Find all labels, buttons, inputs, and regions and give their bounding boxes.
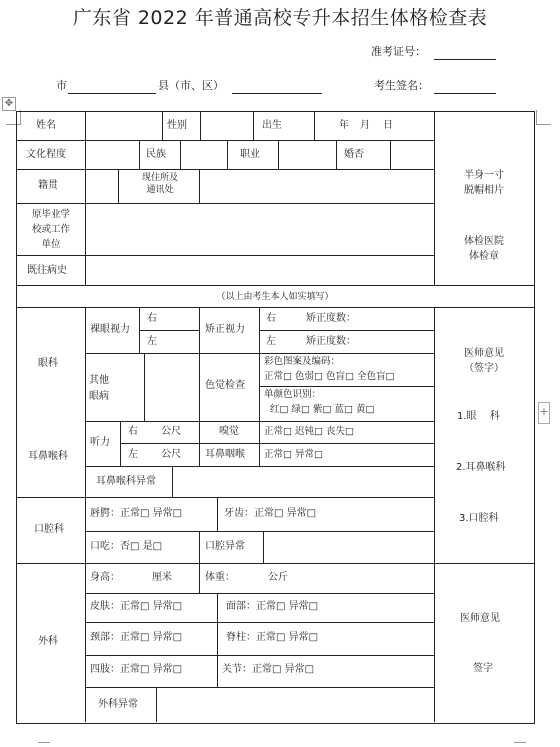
single-color-options[interactable]: 红□ 绿□ 紫□ 蓝□ 黄□ [270, 404, 375, 415]
throat-options[interactable]: 正常□ 异常□ [264, 449, 323, 460]
teeth-options[interactable]: 牙齿：正常□ 异常□ [224, 508, 317, 519]
color-pattern-label: 彩色图案及编码： [264, 356, 341, 367]
throat-label: 耳鼻咽喉 [205, 449, 245, 460]
smell-label: 嗅觉 [219, 426, 239, 437]
single-color-label: 单颜色识别： [264, 389, 322, 400]
occupation-label: 职业 [240, 149, 260, 160]
history-label: 既往病史 [27, 265, 67, 276]
opinion-oral: 3.口腔科 [459, 513, 499, 524]
opinion-ent: 2.耳鼻喉科 [456, 462, 506, 473]
naked-vision-label: 裸眼视力 [90, 324, 130, 335]
smell-options[interactable]: 正常□ 迟钝□ 丧失□ [264, 426, 354, 437]
hearing-right: 右 公尺 [128, 426, 182, 437]
plus-icon[interactable]: + [538, 402, 550, 424]
year-label: 年 [339, 120, 349, 131]
stutter-options[interactable]: 口吃：否□ 是□ [90, 541, 163, 552]
skin-options[interactable]: 皮肤：正常□ 异常□ [90, 601, 183, 612]
county-label: 县（市、区） [158, 79, 224, 92]
city-label: 市 [56, 79, 67, 92]
month-label: 月 [360, 120, 370, 131]
crop-mark [38, 742, 50, 743]
hearing-label: 听力 [90, 437, 110, 448]
photo-area: 半身一寸 脱帽相片 [464, 170, 504, 196]
height-unit: 厘米 [152, 572, 172, 583]
height-label: 身高： [90, 572, 120, 583]
eye-section-label: 眼科 [38, 358, 58, 369]
doctor-opinion-label: 医师意见 （签字） [464, 348, 504, 374]
ent-abnormal-label: 耳鼻喉科异常 [96, 476, 156, 487]
joints-options[interactable]: 关节：正常□ 异常□ [222, 664, 315, 675]
neck-options[interactable]: 颈部：正常□ 异常□ [90, 632, 183, 643]
limbs-options[interactable]: 四肢：正常□ 异常□ [90, 664, 183, 675]
surgery-doctor-sign: 签字 [473, 663, 493, 674]
color-check-label: 色觉检查 [205, 380, 245, 391]
self-fill-note: （以上由考生本人如实填写） [216, 292, 334, 302]
naked-right-label: 右 [147, 313, 157, 324]
county-field[interactable] [232, 93, 322, 94]
surgery-section-label: 外科 [38, 636, 58, 647]
surgery-abnormal-label: 外科异常 [98, 699, 138, 710]
corrected-vision-label: 矫正视力 [205, 324, 245, 335]
naked-left-label: 左 [147, 336, 157, 347]
birth-label: 出生 [262, 120, 282, 131]
city-field[interactable] [68, 93, 156, 94]
gender-field[interactable] [201, 112, 252, 139]
ethnicity-label: 民族 [146, 149, 166, 160]
weight-label: 体重： [205, 572, 235, 583]
oral-abnormal-label: 口腔异常 [205, 541, 245, 552]
name-field[interactable] [86, 112, 161, 139]
school-label: 原毕业学 校或工作 单位 [31, 209, 70, 250]
other-eye-disease-label: 其他 眼病 [89, 375, 109, 402]
oral-section-label: 口腔科 [34, 524, 64, 535]
native-place-label: 籍贯 [38, 180, 58, 191]
signature-field[interactable] [434, 93, 496, 94]
color-pattern-options[interactable]: 正常□ 色弱□ 色盲□ 全色盲□ [264, 371, 395, 382]
ent-section-label: 耳鼻喉科 [28, 451, 68, 462]
address-label: 现住所及 通讯处 [141, 173, 178, 195]
marital-label: 婚否 [344, 149, 364, 160]
corrected-right-label: 右 矫正度数： [266, 313, 356, 324]
move-handle-icon[interactable]: ✥ [2, 97, 16, 111]
page-title: 广东省 2022 年普通高校专升本招生体格检查表 [72, 7, 488, 29]
spine-options[interactable]: 脊柱：正常□ 异常□ [226, 632, 319, 643]
signature-label: 考生签名： [374, 79, 429, 92]
day-label: 日 [383, 120, 393, 131]
gender-label: 性别 [167, 120, 187, 131]
education-label: 文化程度 [26, 149, 66, 160]
corrected-left-label: 左 矫正度数： [266, 336, 356, 347]
surgery-doctor-opinion: 医师意见 [460, 613, 500, 624]
exam-number-field[interactable] [434, 59, 496, 60]
hospital-seal-area: 体检医院 体检章 [464, 236, 504, 262]
weight-unit: 公斤 [268, 572, 288, 583]
crop-mark [536, 110, 551, 125]
face-options[interactable]: 面部：正常□ 异常□ [226, 601, 319, 612]
opinion-eye: 1.眼 科 [457, 411, 500, 422]
hearing-left: 左 公尺 [128, 449, 182, 460]
crop-mark [514, 742, 526, 743]
lips-options[interactable]: 唇腭：正常□ 异常□ [90, 508, 183, 519]
exam-number-label: 准考证号： [371, 45, 426, 58]
name-label: 姓名 [36, 120, 56, 131]
